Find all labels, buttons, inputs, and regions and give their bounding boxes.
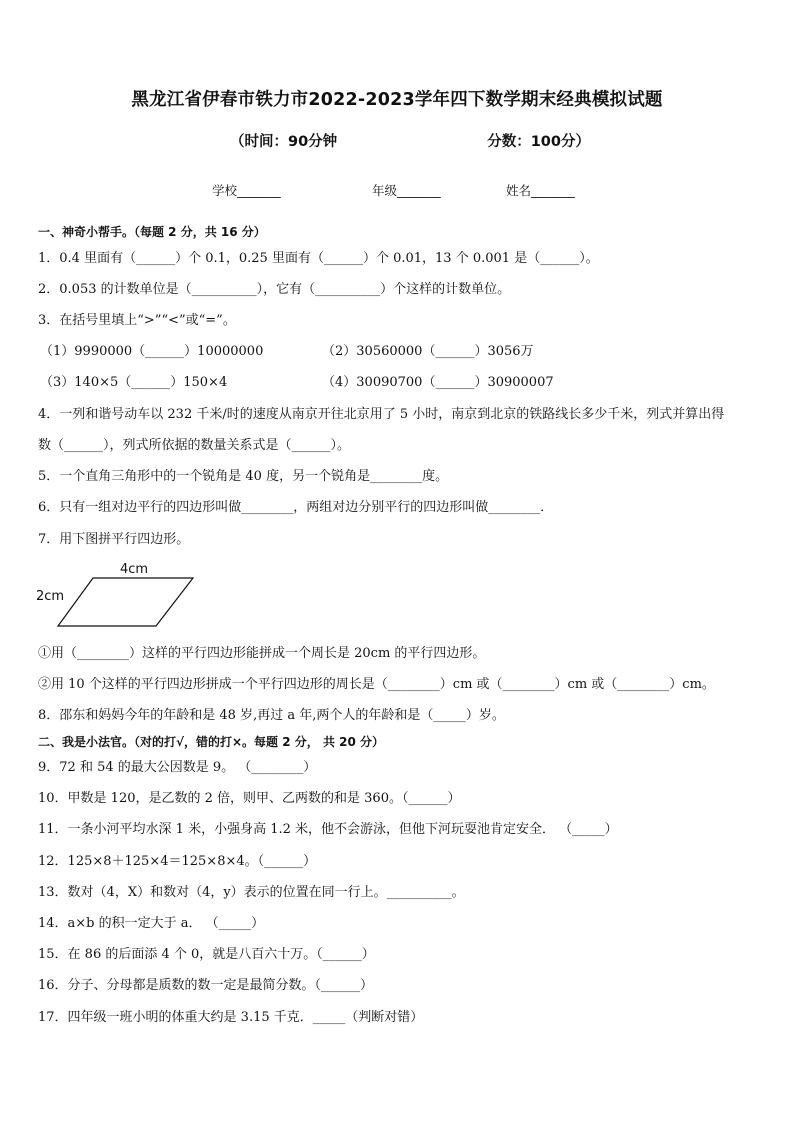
question-3-3: （3）140×5（______）150×4 [40,375,228,390]
figure-top-label: 4cm [120,562,149,577]
question-5: 5．一个直角三角形中的一个锐角是 40 度，另一个锐角是________度。 [38,469,449,484]
question-1: 1．0.4 里面有（______）个 0.1，0.25 里面有（______）个 0.01，13 个 0.001 是（______）。 [38,251,599,266]
school-field: 学校_______ [212,183,281,198]
question-13: 13．数对（4，X）和数对（4，y）表示的位置在同一行上。__________。 [38,885,465,900]
question-3-4: （4）30090700（______）30900007 [322,375,554,390]
question-7: 7．用下图拼平行四边形。 [38,532,190,547]
question-2: 2．0.053 的计数单位是（__________），它有（__________）个这样的计数单位。 [38,282,511,297]
question-15: 15．在 86 的后面添 4 个 0，就是八百六十万。（______） [38,947,375,962]
question-4-line-1: 4．一列和谐号动车以 232 千米/时的速度从南京开往北京用了 5 小时，南京到北京的铁路线长多少千米，列式并算出得 [38,407,725,422]
question-8: 8．邵东和妈妈今年的年龄和是 48 岁,再过 a 年,两个人的年龄和是（_____）岁。 [38,708,505,723]
question-4-line-2: 数（______），列式所依据的数量关系式是（______）。 [38,438,351,453]
question-6: 6．只有一组对边平行的四边形叫做________，两组对边分别平行的四边形叫做________． [38,500,554,515]
question-11: 11．一条小河平均水深 1 米，小强身高 1.2 米，他不会游泳，但他下河玩耍池肯定安全． （_____） [38,822,618,837]
question-14: 14．a×b 的积一定大于 a． （_____） [38,916,265,931]
parallelogram-shape [58,578,193,626]
question-17: 17．四年级一班小明的体重大约是 3.15 千克．_____（判断对错） [38,1010,424,1025]
name-field: 姓名_______ [506,183,575,198]
question-12: 12．125×8＋125×4＝125×8×4。（______） [38,854,317,869]
section-heading: 二、我是小法官。（对的打√，错的打×。每题 2 分， 共 20 分） [38,735,384,749]
question-7-2: ②用 10 个这样的平行四边形拼成一个平行四边形的周长是（________）cm 或（________）cm 或（________）cm。 [38,677,715,692]
exam-time: （时间：90分钟 [230,134,338,150]
parallelogram-figure [36,558,206,632]
page-title: 黑龙江省伊春市铁力市2022-2023学年四下数学期末经典模拟试题 [131,90,663,110]
grade-field: 年级_______ [372,183,441,198]
figure-left-label: 2cm [36,589,65,604]
question-16: 16．分子、分母都是质数的数一定是最简分数。（______） [38,978,374,993]
question-9: 9．72 和 54 的最大公因数是 9。 （________） [38,760,317,775]
question-3: 3．在括号里填上“>”“<”或“=”。 [38,313,236,328]
exam-score: 分数：100分） [487,134,590,150]
exam-meta [230,130,590,151]
section-heading: 一、神奇小帮手。（每题 2 分，共 16 分） [38,225,266,239]
question-7-1: ①用（________）这样的平行四边形能拼成一个周长是 20cm 的平行四边形。 [38,646,486,661]
question-3-1: （1）9990000（______）10000000 [40,344,264,359]
question-10: 10．甲数是 120，是乙数的 2 倍，则甲、乙两数的和是 360。（______） [38,791,461,806]
question-3-2: （2）30560000（______）3056万 [322,344,534,359]
